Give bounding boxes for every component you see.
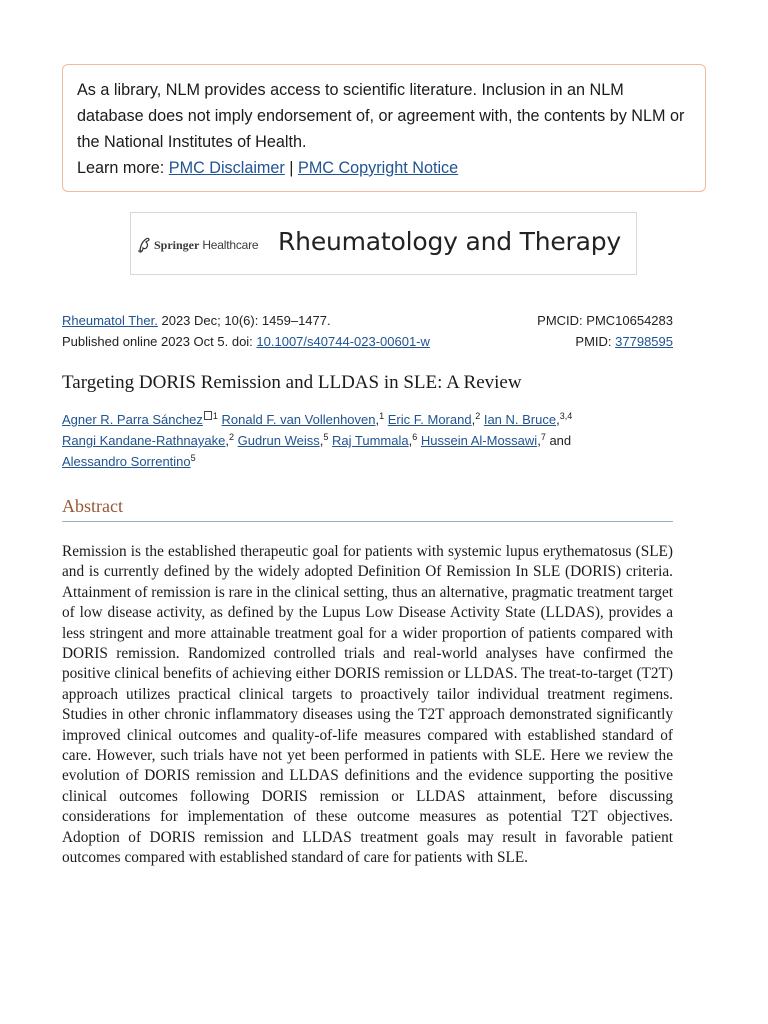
section-divider	[62, 521, 673, 522]
pmcid: PMCID: PMC10654283	[537, 313, 673, 328]
pmc-copyright-link[interactable]: PMC Copyright Notice	[298, 159, 459, 177]
pmid-link[interactable]: 37798595	[615, 334, 673, 349]
author-affiliation: 1	[379, 411, 385, 421]
abstract-body: Remission is the established therapeutic goal for patients with systemic lupus erythematosus (SLE) and is currently defined by the widely adopted Definition Of Remission In SLE (DORIS) criteria. Attainment of remission is rare in the clinical setting, thus an alternative, pragmatic treatment target of low disease activity, as defined by the Lupus Low Disease Activity State (LLDAS), provides a less stringent and more attainable treatment goal for a wider proportion of patients compared with DORIS remission. Randomized controlled trials and real-world analyses have confirmed the positive clinical benefits of achieving either DORIS remission or LLDAS. The treat-to-target (T2T) approach utilizes practical clinical targets to proactively tailor individual treatment regimens. Studies in other chronic inflammatory diseases using the T2T approach demonstrated significantly improved clinical outcomes and quality-of-life measures compared with established standard of care. However, such trials have not yet been performed in patients with SLE. Here we review the evolution of DORIS remission and LLDAS definitions and the evidence supporting the positive clinical outcomes following DORIS remission or LLDAS attainment, before discussing considerations for implementation of these outcome measures as potential T2T objectives. Adoption of DORIS remission and LLDAS treatment goals may result in favorable patient outcomes compared with established standard of care for patients with SLE.	[62, 543, 673, 867]
journal-name: Rheumatology and Therapy	[278, 227, 622, 256]
citation-line	[62, 310, 331, 331]
nlm-disclaimer-notice	[62, 64, 706, 192]
author-affiliation: 5	[323, 432, 329, 442]
learn-more-label: Learn more:	[77, 159, 169, 177]
journal-banner[interactable]	[130, 212, 637, 275]
doi-link[interactable]: 10.1007/s40744-023-00601-w	[256, 334, 430, 349]
author-affiliation: 2	[475, 411, 481, 421]
author-link[interactable]: Rangi Kandane-Rathnayake	[62, 433, 226, 448]
author-link[interactable]: Agner R. Parra Sánchez	[62, 412, 203, 427]
author-link[interactable]: Ronald F. van Vollenhoven	[221, 412, 376, 427]
author-affiliation: 5	[190, 453, 196, 463]
learn-more-line	[77, 155, 691, 181]
author-link[interactable]: Eric F. Morand	[387, 412, 472, 427]
authors-and: and	[545, 433, 572, 448]
pmid-label: PMID:	[575, 334, 616, 349]
author-link[interactable]: Hussein Al-Mossawi	[420, 433, 538, 448]
author-affiliation: 1	[212, 411, 218, 421]
author-link[interactable]: Alessandro Sorrentino	[62, 454, 191, 469]
author-affiliation: 2	[228, 432, 234, 442]
link-separator: |	[284, 159, 299, 177]
pmid	[575, 331, 673, 352]
citation-row-2	[62, 331, 673, 352]
author-link[interactable]: Raj Tummala	[332, 433, 409, 448]
logo-brand-light: Healthcare	[202, 238, 259, 252]
logo-brand-bold: Springer	[154, 237, 200, 252]
springer-healthcare-logo	[137, 235, 258, 255]
author-affiliation: 6	[412, 432, 418, 442]
citation-row-1	[62, 310, 673, 331]
author-link[interactable]: Gudrun Weiss	[237, 433, 320, 448]
author-affiliation: 7	[540, 432, 546, 442]
springer-horse-icon	[137, 236, 151, 254]
corresponding-author-mail-icon[interactable]	[204, 411, 212, 420]
author-affiliation: 3,4	[559, 411, 573, 421]
citation-meta	[62, 310, 673, 352]
published-label: Published online 2023 Oct 5. doi:	[62, 334, 257, 349]
author-link[interactable]: Ian N. Bruce	[483, 412, 557, 427]
abstract-heading: Abstract	[62, 496, 123, 516]
journal-link[interactable]: Rheumatol Ther.	[62, 313, 158, 328]
author-list: Agner R. Parra Sánchez $^1$ Ronald F. van Vollenhoven,$^1$ Eric F. Morand,$^2$ Ian N. Bruce,$^{3,4}$ Rangi Kandane-Rathnayake,$^2$ Gudrun Weiss,$^5$ Raj Tummala,$^6$ Hussein Al-Mossawi,$^7$ and Alessandro Sorrentino$^5$	[62, 411, 573, 469]
article-title: Targeting DORIS Remission and LLDAS in SLE: A Review	[62, 372, 522, 393]
published-line	[62, 331, 430, 352]
notice-text: As a library, NLM provides access to scientific literature. Inclusion in an NLM database does not imply endorsement of, or agreement with, the contents by NLM or the National Institutes of Health.	[77, 81, 685, 151]
pmc-disclaimer-link[interactable]: PMC Disclaimer	[168, 159, 285, 177]
citation-details: 2023 Dec; 10(6): 1459–1477.	[157, 313, 331, 328]
